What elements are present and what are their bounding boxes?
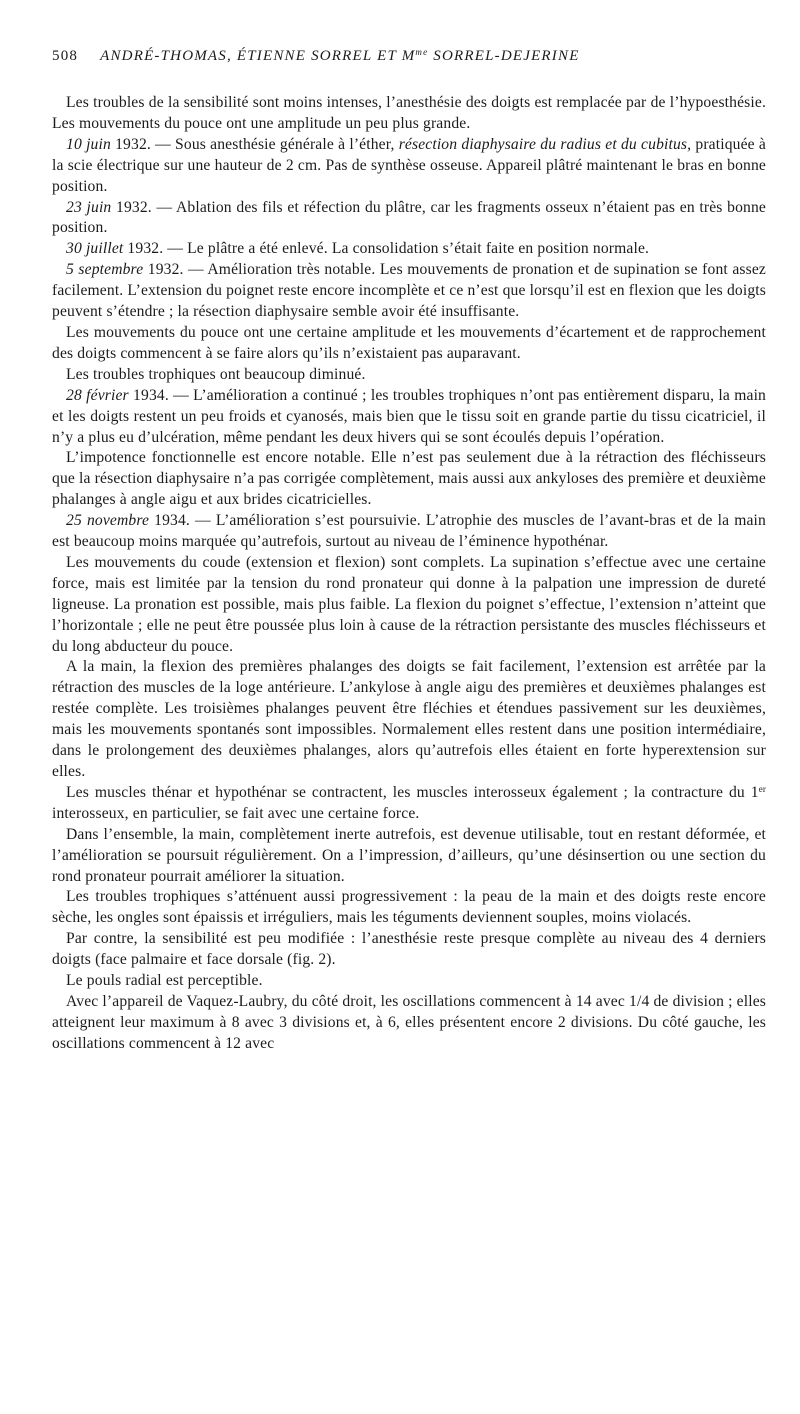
paragraph-text: Par contre, la sensibilité est peu modifiée : l’anesthésie reste presque complète au niveau des 4 derniers doigts (face palmaire et face dorsale (fig. 2). — [52, 930, 766, 969]
paragraph-text: Les troubles trophiques s’atténuent aussi progressivement : la peau de la main et des doigts reste encore sèche, les ongles sont épaissis et irréguliers, mais les téguments deviennent souples, moins violacés. — [52, 888, 766, 927]
page-number: 508 — [52, 48, 79, 64]
paragraph-text: 1932. — Le plâtre a été enlevé. La consolidation s’était faite en position normale. — [123, 240, 650, 258]
paragraph — [52, 198, 766, 240]
paragraph — [52, 971, 766, 992]
paragraph — [52, 825, 766, 888]
paragraph-text: Avec l’appareil de Vaquez-Laubry, du côté droit, les oscillations commencent à 14 avec 1/4 de division ; elles atteignent leur maximum à 8 avec 3 divisions et, à 6, elles présentent encore 2 divisions. Du côté gauche, les oscillations commencent à 12 avec — [52, 992, 766, 1052]
paragraph-text: Les mouvements du coude (extension et flexion) sont complets. La supination s’effectue avec une certaine force, mais est limitée par la tension du rond pronateur qui donne à la palpation une impression de dureté ligneuse. La pronation est possible, mais plus faible. La flexion du poignet s’effectue, l’extension n’atteint que l’horizontale ; elle ne peut être poussée plus loin à cause de la rétraction persistante des muscles fléchisseurs et du long abducteur du pouce. — [52, 553, 766, 655]
paragraph — [52, 260, 766, 323]
running-title — [100, 48, 579, 65]
paragraph — [52, 992, 766, 1055]
running-title-main: ANDRÉ-THOMAS, ÉTIENNE SORREL ET M — [100, 48, 416, 64]
paragraph-text: 1932. — Amélioration très notable. Les mouvements de pronation et de supination se font assez facilement. L’extension du poignet reste encore incomplète et ce n’est que lorsqu’il est en flexion que les doigts peuvent s’étendre ; la résection diaphysaire semble avoir été insuffisante. — [52, 261, 766, 321]
paragraph-text: Dans l’ensemble, la main, complètement inerte autrefois, est devenue utilisable, tout en restant déformée, et l’amélioration se poursuit régulièrement. On a l’impression, d’ailleurs, qu’une désinsertion ou une section du rond pronateur pourrait améliorer la situation. — [52, 825, 766, 885]
emphasis-text: résection diaphysaire du radius et du cubitus, — [398, 135, 692, 153]
paragraph — [52, 929, 766, 971]
paragraph — [52, 386, 766, 449]
paragraph — [52, 135, 766, 198]
body-text — [52, 93, 766, 1055]
paragraph — [52, 448, 766, 511]
entry-date: 30 juillet — [66, 240, 124, 258]
paragraph — [52, 657, 766, 782]
entry-date: 5 septembre — [66, 261, 144, 279]
entry-date: 28 février — [66, 386, 129, 404]
paragraph-text: 1934. — L’amélioration s’est poursuivie. L’atrophie des muscles de l’avant-bras et de la main est beaucoup moins marquée qu’autrefois, surtout au niveau de l’éminence hypothénar. — [52, 512, 766, 551]
paragraph-text: Le pouls radial est perceptible. — [66, 972, 263, 990]
paragraph-text: L’impotence fonctionnelle est encore notable. Elle n’est pas seulement due à la rétraction des fléchisseurs que la résection diaphysaire n’a pas corrigée complètement, mais aussi aux ankyloses des première et deuxième phalanges à angle aigu et aux brides cicatricielles. — [52, 449, 766, 509]
paragraph-text: A la main, la flexion des premières phalanges des doigts se fait facilement, l’extension est arrêtée par la rétraction des muscles de la loge antérieure. L’ankylose à angle aigu des premières et deuxièmes phalanges est restée complète. Les troisièmes phalanges peuvent être fléchies et étendues passivement sur les deuxièmes, mais les mouvements spontanés sont impossibles. Normalement elles restent dans une position intermédiaire, dans le prolongement des deuxièmes phalanges, alors qu’autrefois elles étaient en forte hyperextension sur elles. — [52, 658, 766, 780]
paragraph-text: Les muscles thénar et hypothénar se contractent, les muscles interosseux également ; la contracture du 1 — [66, 783, 759, 801]
paragraph — [52, 553, 766, 658]
paragraph — [52, 323, 766, 365]
paragraph — [52, 365, 766, 386]
paragraph-text: 1932. — Sous anesthésie générale à l’éther, — [110, 135, 399, 153]
entry-date: 23 juin — [66, 198, 112, 216]
paragraph — [52, 239, 766, 260]
paragraph-text-rest: interosseux, en particulier, se fait avec une certaine force. — [52, 804, 420, 822]
paragraph-text: 1934. — L’amélioration a continué ; les troubles trophiques n’ont pas entièrement disparu, la main et les doigts restent un peu froids et cyanosés, mais bien que le tissu soit en grande partie du tissu cicatriciel, il n’y a plus eu d’ulcération, même pendant les deux hivers qui se sont écoulés depuis l’opération. — [52, 386, 766, 446]
paragraph-text: Les mouvements du pouce ont une certaine amplitude et les mouvements d’écartement et de rapprochement des doigts commencent à se faire alors qu’ils n’existaient pas auparavant. — [52, 323, 766, 362]
paragraph — [52, 93, 766, 135]
paragraph — [52, 783, 766, 825]
paragraph-text: Les troubles trophiques ont beaucoup diminué. — [66, 365, 366, 383]
paragraph — [52, 511, 766, 553]
running-title-sup: me — [415, 47, 429, 57]
paragraph — [52, 887, 766, 929]
entry-date: 25 novembre — [66, 512, 150, 530]
entry-date: 10 juin — [66, 135, 111, 153]
running-header — [52, 48, 766, 65]
paragraph-text: 1932. — Ablation des fils et réfection du plâtre, car les fragments osseux n’étaient pas en très bonne position. — [52, 198, 766, 237]
paragraph-text: Les troubles de la sensibilité sont moins intenses, l’anesthésie des doigts est remplacée par de l’hypoesthésie. Les mouvements du pouce ont une amplitude un peu plus grande. — [52, 94, 766, 132]
superscript: er — [758, 783, 766, 794]
paragraph-text-rest: pratiquée à la scie électrique sur une hauteur de 2 cm. Pas de synthèse osseuse. Appareil plâtré maintenant le bras en bonne position. — [52, 135, 766, 195]
running-title-end: SORREL-DEJERINE — [428, 48, 580, 64]
